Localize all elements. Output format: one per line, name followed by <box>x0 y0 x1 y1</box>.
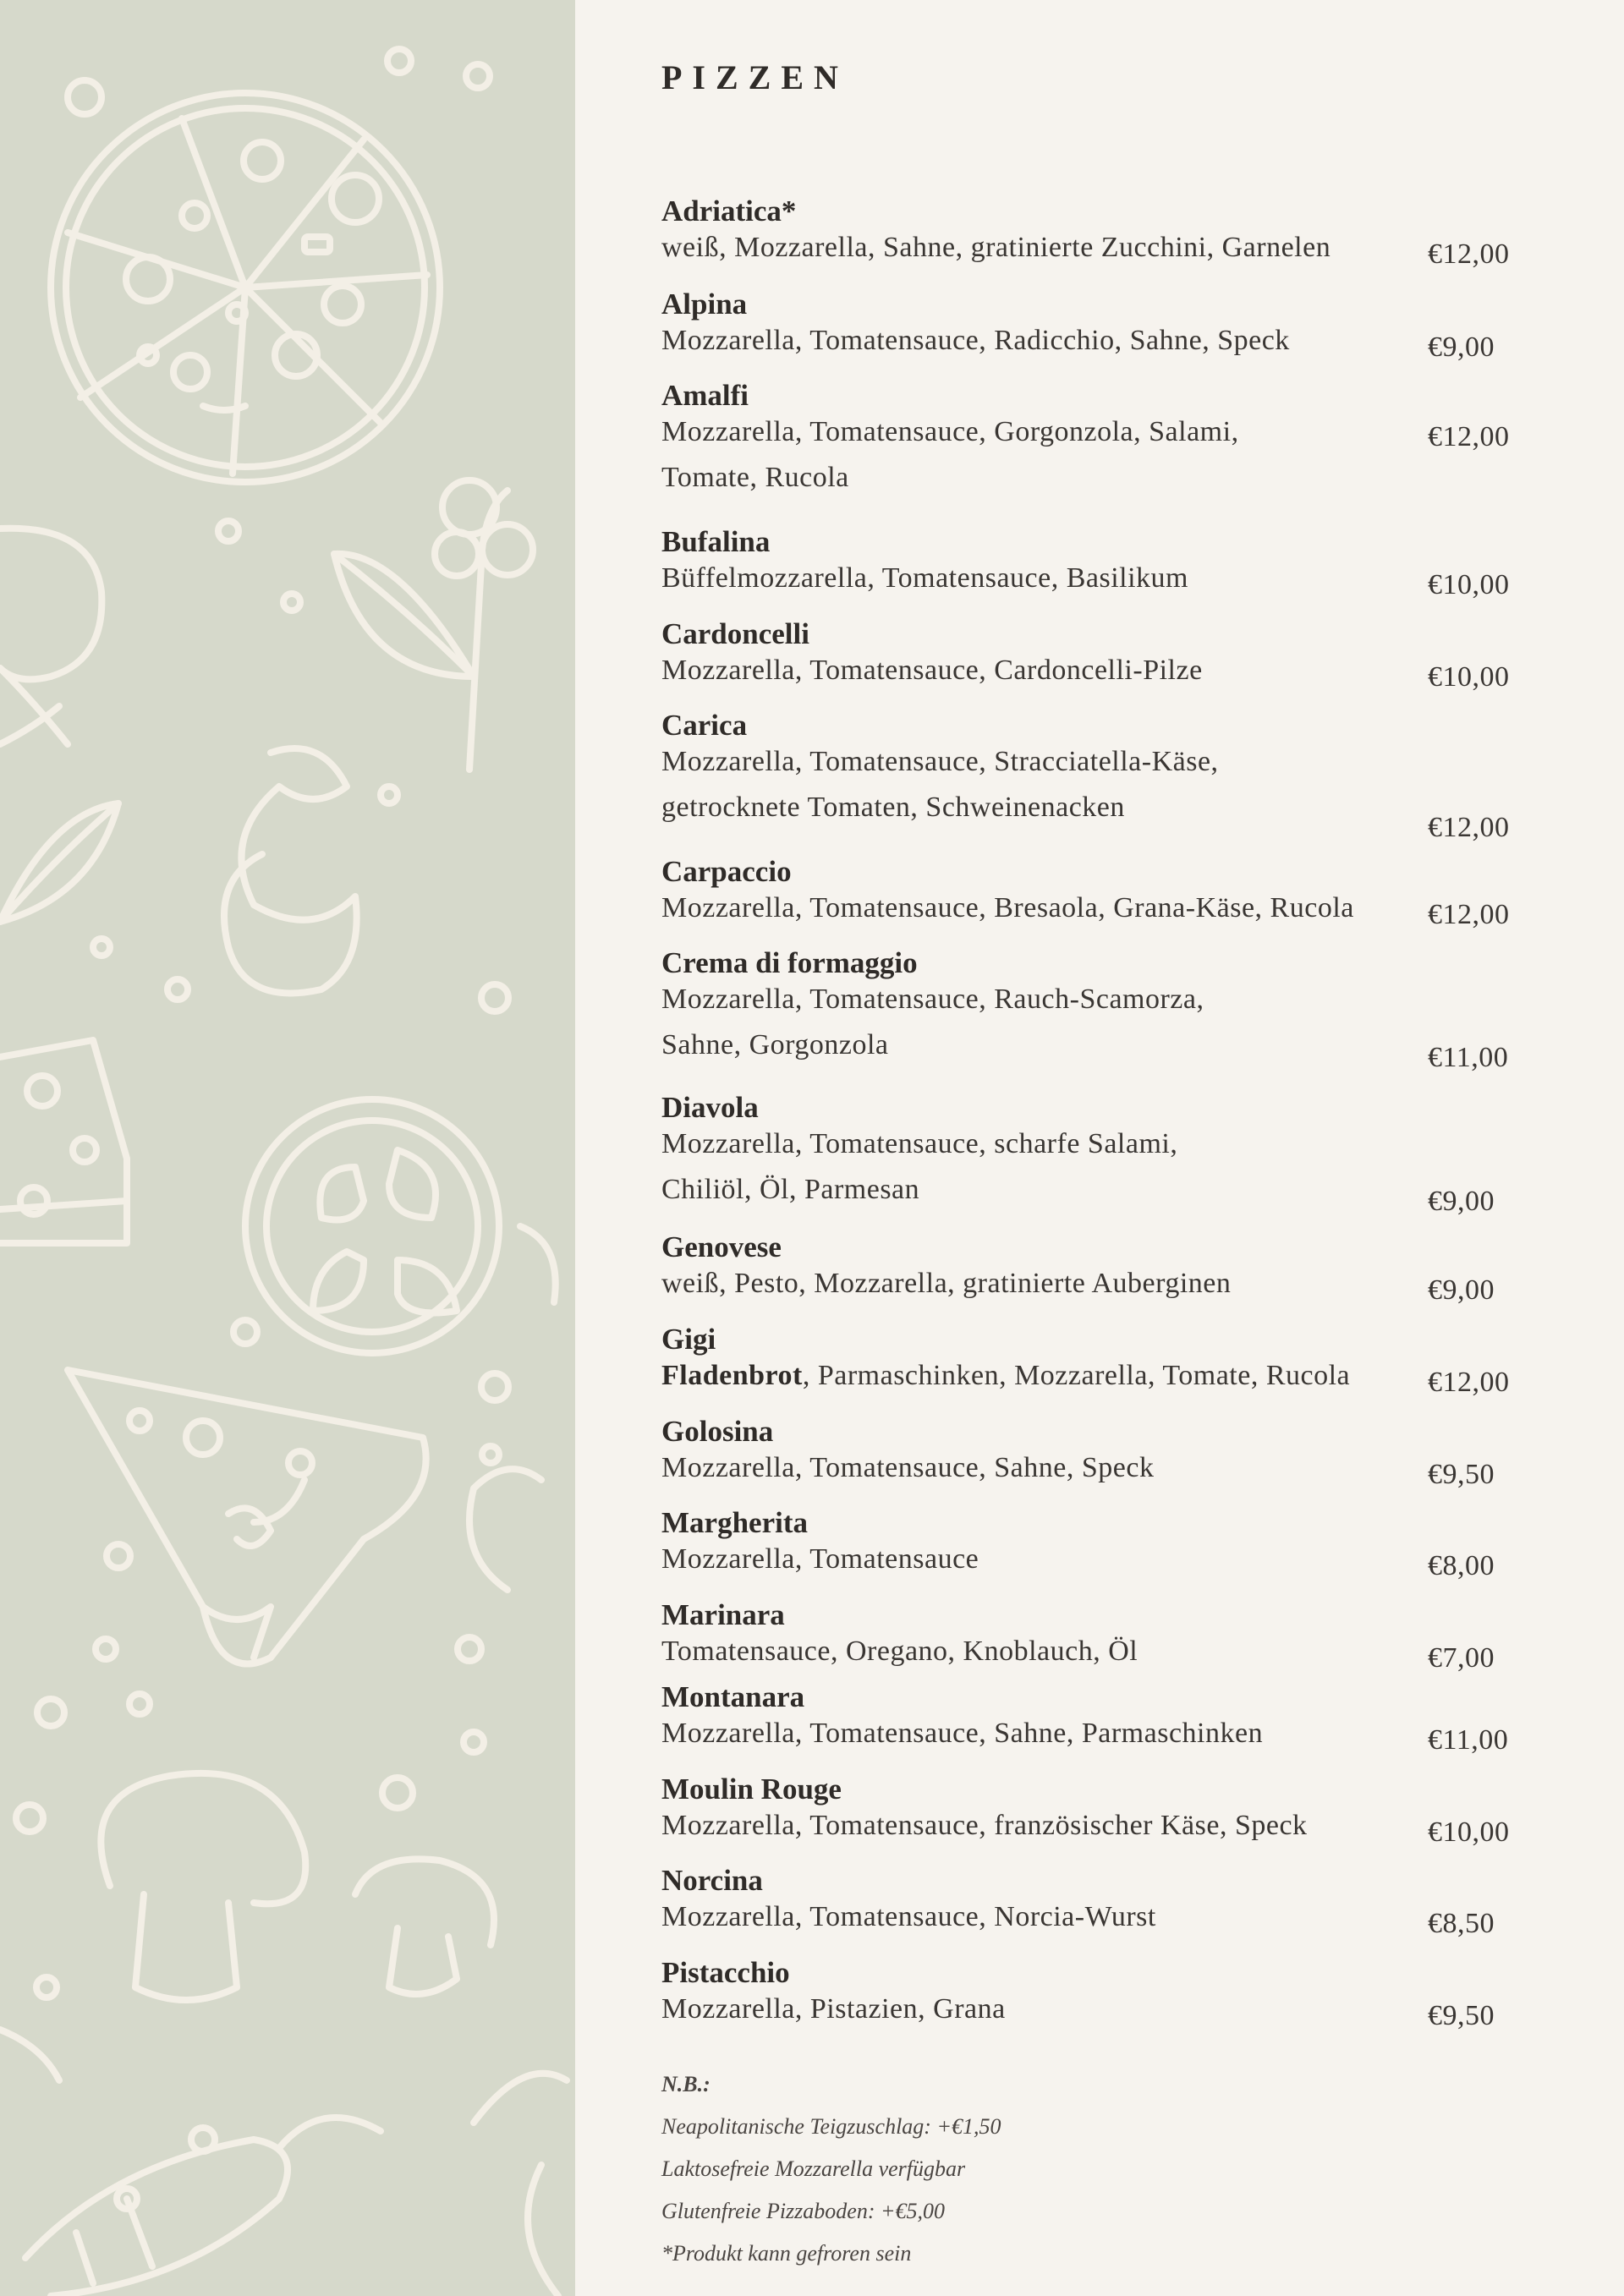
item-description-text: weiß, Pesto, Mozzarella, gratinierte Auberginen <box>661 1268 1232 1299</box>
item-description <box>661 1706 1524 1762</box>
item-description-text: Mozzarella, Tomatensauce, Stracciatella-Käse, <box>661 746 1219 777</box>
item-name: Carpaccio <box>661 855 792 888</box>
menu-item <box>661 286 1524 369</box>
mushroom-icon <box>101 1773 494 2000</box>
item-description-text: Mozzarella, Tomatensauce, Bresaola, Grana-Käse, Rucola <box>661 892 1354 923</box>
item-name: Cardoncelli <box>661 617 809 650</box>
item-description-text: Mozzarella, Tomatensauce, Norcia-Wurst <box>661 1901 1156 1932</box>
item-description-text: Mozzarella, Tomatensauce, Cardoncelli-Pilze <box>661 655 1203 686</box>
item-description-text: Mozzarella, Tomatensauce, französischer Käse, Speck <box>661 1810 1308 1841</box>
menu-item <box>661 945 1524 1073</box>
item-price: €9,00 <box>1428 1186 1495 1217</box>
menu-item <box>661 616 1524 699</box>
item-price: €9,50 <box>1428 2000 1495 2031</box>
item-name: Genovese <box>661 1230 782 1263</box>
item-price: €7,00 <box>1428 1642 1495 1674</box>
leaf-icon <box>0 803 118 922</box>
item-description-line2: Sahne, Gorgonzola <box>661 1029 889 1060</box>
menu-item <box>661 1229 1524 1312</box>
menu-item <box>661 523 1524 606</box>
item-description <box>661 1981 1524 2037</box>
item-description-text: Mozzarella, Tomatensauce, Radicchio, Sahne, Speck <box>661 325 1290 356</box>
tomato-slice-icon <box>245 1099 499 1353</box>
menu-item <box>661 1504 1524 1587</box>
item-description-line2: Tomate, Rucola <box>661 462 849 493</box>
pizza-icon <box>51 93 440 482</box>
item-description-text: weiß, Mozzarella, Sahne, gratinierte Zucchini, Garnelen <box>661 232 1331 263</box>
item-price: €11,00 <box>1428 1724 1509 1756</box>
item-description-text: Mozzarella, Tomatensauce <box>661 1543 979 1575</box>
item-price: €10,00 <box>1428 569 1510 600</box>
item-price: €12,00 <box>1428 812 1510 843</box>
cheese-icon <box>0 1040 127 1243</box>
item-name: Carica <box>661 709 748 742</box>
item-price: €8,00 <box>1428 1550 1495 1581</box>
item-description-text: Büffelmozzarella, Tomatensauce, Basilikum <box>661 562 1189 594</box>
pizza-slice-icon <box>68 1370 426 1664</box>
item-description-line2: Chiliöl, Öl, Parmesan <box>661 1174 920 1205</box>
note-line: Glutenfreie Pizzaboden: +€5,00 <box>661 2199 946 2223</box>
item-description-text: Tomatensauce, Oregano, Knoblauch, Öl <box>661 1636 1138 1667</box>
menu-item <box>661 853 1524 936</box>
item-description <box>661 220 1524 276</box>
item-description <box>661 1256 1524 1312</box>
item-name: Norcina <box>661 1864 763 1897</box>
item-price: €10,00 <box>1428 661 1510 693</box>
item-description <box>661 880 1524 936</box>
note-line: *Produkt kann gefroren sein <box>661 2241 912 2266</box>
item-name: Gigi <box>661 1323 716 1356</box>
menu-item <box>661 1413 1524 1496</box>
item-name: Alpina <box>661 288 748 321</box>
item-description-text: Mozzarella, Tomatensauce, Rauch-Scamorza, <box>661 984 1204 1015</box>
pepper-icon <box>25 2074 567 2296</box>
basil-icon <box>334 480 533 770</box>
item-name: Crema di formaggio <box>661 946 918 979</box>
item-name: Montanara <box>661 1680 805 1713</box>
note-line: Laktosefreie Mozzarella verfügbar <box>661 2156 966 2181</box>
menu-item <box>661 1771 1524 1854</box>
item-price: €12,00 <box>1428 421 1510 452</box>
item-description-text: Mozzarella, Tomatensauce, Sahne, Parmaschinken <box>661 1718 1264 1749</box>
item-description <box>661 1440 1524 1496</box>
item-name: Bufalina <box>661 525 771 558</box>
item-price: €8,50 <box>1428 1908 1495 1939</box>
item-description-text: Mozzarella, Tomatensauce, scharfe Salami, <box>661 1128 1178 1159</box>
menu-item <box>661 1089 1524 1218</box>
item-name: Amalfi <box>661 379 749 412</box>
item-description <box>661 1532 1524 1587</box>
item-price: €11,00 <box>1428 1042 1509 1073</box>
note-line: Neapolitanische Teigzuschlag: +€1,50 <box>661 2114 1001 2139</box>
notes-heading: N.B.: <box>661 2072 710 2096</box>
item-price: €12,00 <box>1428 238 1510 270</box>
item-name: Pistacchio <box>661 1956 790 1989</box>
item-price: €9,00 <box>1428 1274 1495 1306</box>
menu-item <box>661 1597 1524 1680</box>
menu-item <box>661 1862 1524 1945</box>
item-description <box>661 1889 1524 1945</box>
item-description-bold: Fladenbrot <box>661 1360 803 1391</box>
item-price: €10,00 <box>1428 1817 1510 1848</box>
item-name: Moulin Rouge <box>661 1773 842 1806</box>
item-price: €9,50 <box>1428 1459 1495 1490</box>
item-price: €9,00 <box>1428 332 1495 363</box>
item-description <box>661 1798 1524 1854</box>
item-price: €12,00 <box>1428 1367 1510 1398</box>
item-name: Marinara <box>661 1598 785 1631</box>
item-description-text: Mozzarella, Pistazien, Grana <box>661 1993 1006 2025</box>
item-name: Diavola <box>661 1091 759 1124</box>
item-description <box>661 313 1524 369</box>
item-name: Golosina <box>661 1415 774 1448</box>
item-name: Margherita <box>661 1506 808 1539</box>
item-description-text: Mozzarella, Tomatensauce, Sahne, Speck <box>661 1452 1155 1483</box>
item-price: €12,00 <box>1428 899 1510 930</box>
item-description-text: Mozzarella, Tomatensauce, Gorgonzola, Salami, <box>661 416 1239 447</box>
item-description-text: , Parmaschinken, Mozzarella, Tomate, Rucola <box>802 1360 1351 1391</box>
menu-item <box>661 707 1524 843</box>
decorative-panel <box>0 0 575 2296</box>
item-description <box>661 551 1524 606</box>
item-name: Adriatica* <box>661 195 797 227</box>
item-description <box>661 1624 1524 1680</box>
menu-item <box>661 1954 1524 2037</box>
menu-content <box>661 0 1624 2296</box>
notes-section <box>661 2063 1001 2275</box>
item-description <box>661 643 1524 699</box>
menu-item <box>661 1321 1524 1404</box>
menu-item <box>661 193 1524 276</box>
menu-title: PIZZEN <box>661 58 848 96</box>
menu-item <box>661 377 1524 506</box>
mushroom-icon <box>0 529 102 744</box>
item-description <box>661 1348 1524 1404</box>
menu-item <box>661 1679 1524 1762</box>
item-description-line2: getrocknete Tomaten, Schweinenacken <box>661 792 1125 823</box>
